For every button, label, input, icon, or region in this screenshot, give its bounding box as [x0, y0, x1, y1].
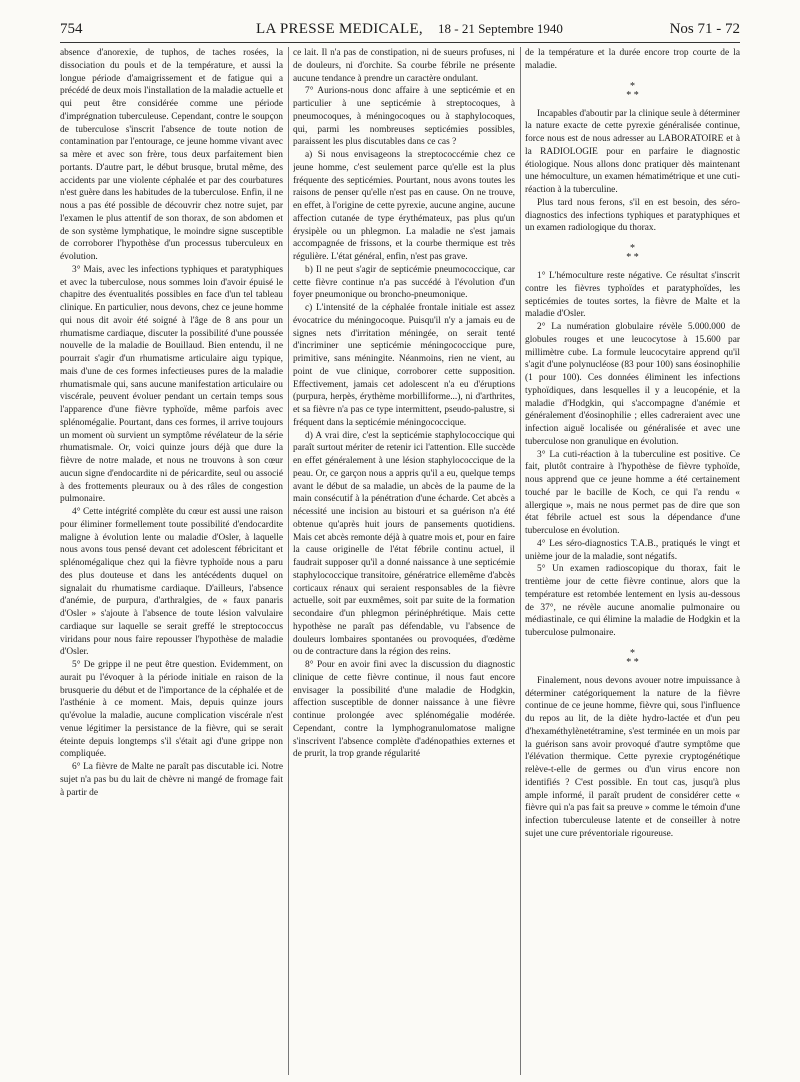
- paragraph: 5° De grippe il ne peut être question. Evidemment, on aurait pu l'évoquer à la période initiale en raison de la brusquerie du début et de l'importance de la céphalée et de l'asthénie à ce moment. Mais, depuis quinze jours qu'évolue la maladie, aucune complication viscérale n'est venue légitimer la persistance de la fièvre, qui se serait éteinte depuis longtemps s'il s'était agi d'une grippe non compliquée.: [60, 660, 283, 760]
- page-number: 754: [60, 21, 83, 37]
- paragraph: 4° Cette intégrité complète du cœur est aussi une raison pour éliminer formellement toute possibilité d'endocardite maligne à évolution lente ou maladie d'Osler, à laquelle nous avons tous pensé devant cet adolescent fébricitant et splénomégalique chez qui la fièvre typhoïde nous a paru des plus douteuse et dans les antécédents duquel on signalait du rhumatisme cardiaque. D'ailleurs, l'absence d'anémie, de purpura, d'arthralgies, de « faux panaris d'Osler » s'ajoute à l'absence de toute lésion valvulaire cardiaque sur laquelle se serait greffé le streptococcus viridans pour nous faire repousser l'hypothèse de maladie d'Osler.: [60, 507, 283, 658]
- column-divider: [288, 47, 289, 1075]
- page-header: [60, 16, 740, 43]
- paragraph: 8° Pour en avoir fini avec la discussion du diagnostic clinique de cette fièvre continue, il nous faut encore envisager la possibilité d'une maladie de Hodgkin, affection susceptible de donner naissance à une fièvre continue prolongée avec splénomégalie modérée. Cependant, contre la lymphogranulomatose maligne s'inscrivent l'absence complète d'adénopathies externes et de prurit, la trop grande régularité: [293, 660, 515, 760]
- section-separator: * * *: [626, 243, 639, 263]
- paragraph: Finalement, nous devons avouer notre impuissance à déterminer catégoriquement la nature de la fièvre continue de ce jeune homme, fièvre qui, sous l'influence du repos au lit, de la diète hydro-lactée et d'un peu d'hexaméthylènetétramine, s'est terminée en un mois par la guérison sans avoir provoqué d'autre symptôme que l'élévation thermique. Cette pyrexie cryptogénétique relève-t-elle de germes ou d'un virus encore non identifiés ? C'est possible. En tout cas, jusqu'à plus ample informé, il paraît prudent de considérer cette « fièvre qui n'a pas fait sa preuve » comme le témoin d'une infection tuberculeuse latente et de conseiller à notre sujet une cure préventoriale rigoureuse.: [525, 675, 740, 839]
- paragraph: 3° Mais, avec les infections typhiques et paratyphiques et avec la tuberculose, nous sommes loin d'avoir épuisé le chapitre des éventualités possibles en face d'un tel tableau clinique. En particulier, nous devons, chez ce jeune homme qui nous dit avoir été soigné à l'âge de 8 ans pour un rhumatisme cardiaque, discuter la possibilité d'une poussée nouvelle de la maladie de Bouillaud. Bien entendu, il ne pourrait s'agir d'un rhumatisme articulaire aigu typique, mais d'une de ces formes infectieuses pures de la maladie rhumatismale qui, sans aucune manifestation articulaire ou viscérale, peuvent évoluer pendant un certain temps sous l'apparence d'une fièvre typhoïde, même parfois avec splénomégalie. Pourtant, dans ces formes, il arrive toujours un moment où survient un symptôme révélateur de la série rhumatismale. Or, voici quinze jours déjà que dure la fièvre de notre malade, et nous ne trouvons à son cœur aucun signe d'endocardite ni de péricardite, seul ou associé à des frottements pleuraux ou à des râles de congestion pulmonaire.: [60, 264, 283, 505]
- paragraph: 7° Aurions-nous donc affaire à une septicémie et en particulier à une septicémie à streptocoques, à pneumocoques, à méningocoques ou à staphylocoques, qui, parmi les nombreuses septicémies possibles, paraissent les plus discutables dans ce cas ?: [293, 86, 515, 148]
- paragraph: 1° L'hémoculture reste négative. Ce résultat s'inscrit contre les fièvres typhoïdes et paratyphoïdes, les septicémies de toutes sortes, la fièvre de Malte et la maladie d'Osler.: [525, 271, 740, 320]
- section-separator: * * *: [626, 80, 639, 101]
- paragraph: absence d'anorexie, de tuphos, de taches rosées, la dissociation du pouls et de la température, et aussi la longue période d'amaigrissement et de fatigue qui a précédé de deux mois l'installation de la maladie actuelle et qui peut être considérée comme une période d'imprégnation tuberculeuse. Cependant, contre le soupçon de tuberculose s'inscrit l'absence de toute notion de contamination par l'entourage, ce jeune homme vivant avec sa mère et avec son frère, tous deux parfaitement bien portants. D'autre part, le début brusque, brutal même, des accidents par une violente céphalée et par des courbatures n'est guère dans les habitudes de la tuberculose. Enfin, il ne nous a pas été possible de découvrir chez notre sujet, par l'examen le plus attentif de son thorax, de son abdomen et de son système lymphatique, le moindre signe susceptible de corroborer l'hypothèse d'un processus tuberculeux en évolution.: [60, 48, 283, 262]
- column-divider: [520, 47, 521, 1075]
- column-3: [525, 47, 740, 1075]
- paragraph: 4° Les séro-diagnostics T.A.B., pratiqués le vingt et unième jour de la maladie, sont négatifs.: [525, 538, 740, 562]
- paragraph: de la température et la durée encore trop courte de la maladie.: [525, 48, 740, 71]
- paragraph: Plus tard nous ferons, s'il en est besoin, des séro-diagnostics des infections typhiques et paratyphiques et un examen radiologique du thorax.: [525, 197, 740, 234]
- paragraph: 2° La numération globulaire révèle 5.000.000 de globules rouges et une leucocytose à 15.600 par millimètre cube. La formule leucocytaire apprend qu'il s'agit d'une polynucléose (83 pour 100) sans éosinophilie (1 pour 100). Ces données éliminent les infections typhoïdiques, dans lesquelles il y a leucopénie, et la maladie d'Hodgkin, qui s'accompagne d'anémie et généralement d'éosinophilie ; elles cadreraient avec une infection aiguë localisée ou généralisée et avec une tuberculose non granulique en évolution.: [525, 322, 740, 447]
- column-2: [293, 47, 515, 1075]
- paragraph: a) Si nous envisageons la streptococcémie chez ce jeune homme, c'est seulement parce qu'elle est la plus fréquente des septicémies. Pourtant, nous avons toutes les raisons de penser qu'elle n'est pas en cause. On ne trouve, en effet, à l'origine de cette pyrexie, aucune angine, aucune affection cutanée de type érythémateux, pas plus qu'un érysipèle ou un phlegmon. La maladie ne s'est jamais accompagnée de frissons, et la courbe thermique est très régulière. L'état général, enfin, n'est pas grave.: [293, 150, 515, 262]
- paragraph: 6° La fièvre de Malte ne paraît pas discutable ici. Notre sujet n'a pas bu du lait de chèvre ni mangé de fromage fait à partir de: [60, 762, 283, 798]
- column-1: [60, 47, 283, 1075]
- paragraph: 5° Un examen radioscopique du thorax, fait le trentième jour de cette fièvre continue, alors que la température est retombée lentement en lysis au-dessous de 37°, ne révèle aucune anomalie pulmonaire ou médiastinale, ce qui élimine la maladie de Hodgkin et la tuberculose pulmonaire.: [525, 564, 740, 638]
- paragraph: b) Il ne peut s'agir de septicémie pneumococcique, car cette fièvre continue n'a pas succédé à l'évolution d'un foyer pneumonique ou broncho-pneumonique.: [293, 264, 515, 301]
- issue-date: 18 - 21 Septembre 1940: [438, 21, 563, 36]
- issue-number: Nos 71 - 72: [669, 21, 740, 37]
- paragraph: 3° La cuti-réaction à la tuberculine est positive. Ce fait, plutôt contraire à l'hypothèse de fièvre typhoïde, nous apprend que ce jeune homme a été certainement touché par le bacille de Koch, ce qui l'a rendu « allergique », mais ne nous permet pas de dire que son état fébrile actuel est sous la dépendance d'une tuberculose en évolution.: [525, 449, 740, 536]
- paragraph: ce lait. Il n'a pas de constipation, ni de sueurs profuses, ni de douleurs, ni d'orchite. Sa courbe fébrile ne présente aucune tendance à prendre un caractère ondulant.: [293, 48, 515, 84]
- section-separator: * * *: [626, 647, 639, 668]
- journal-title: LA PRESSE MEDICALE,: [256, 21, 423, 37]
- paragraph: c) L'intensité de la céphalée frontale initiale est assez évocatrice du méningocoque. Puisqu'il n'y a jamais eu de signes nets d'irritation méningée, on serait tenté d'incriminer une septicémie méningococcique pure, primitive, sans méningite. Néanmoins, rien ne vient, au point de vue clinique, corroborer cette supposition. Effectivement, jamais cet adolescent n'a eu d'éruptions (purpura, herpès, érythème morbilliforme...), ni d'arthrites, et sa fièvre n'a pas ce type intermittent, pseudo-palustre, si fréquent dans la septicémie méningococcique.: [293, 303, 515, 428]
- paragraph: Incapables d'aboutir par la clinique seule à déterminer la nature exacte de cette pyrexie généralisée continue, force nous est de nous adresser au LABORATOIRE et à la RADIOLOGIE pour en parfaire le diagnostic étiologique. Nous allons donc pratiquer dès maintenant une hémoculture, un examen hématimétrique et une cuti-réaction à la tuberculine.: [525, 108, 740, 195]
- paragraph: d) A vrai dire, c'est la septicémie staphylococcique qui paraît surtout mériter de retenir ici l'attention. Elle succède en effet généralement à une lésion staphylococcique de la peau. Or, ce garçon nous a appris qu'il a eu, quelque temps avant le début de sa maladie, un abcès de la paume de la main consécutif à la pénétration d'une écharde. Cet abcès a nécessité une incision au bistouri et sa guérison n'a été obtenue qu'après huit jours de pansements quotidiens. Mais cet abcès remonte déjà à quatre mois et, pour en faire la cause originelle de l'état fébrile continu actuel, il faudrait supposer qu'il a donné naissance à une septicémie staphylococcique transitoire, génératrice ellemême d'abcès corticaux rénaux qui seraient responsables de la fièvre actuelle, soit par euxmêmes, soit par suite de la formation secondaire d'un phlegmon périnéphrétique. Mais cette hypothèse ne paraît pas défendable, vu l'absence de douleurs lombaires spontanées ou provoquées, d'œdème ou de contracture dans la région des reins.: [293, 430, 515, 658]
